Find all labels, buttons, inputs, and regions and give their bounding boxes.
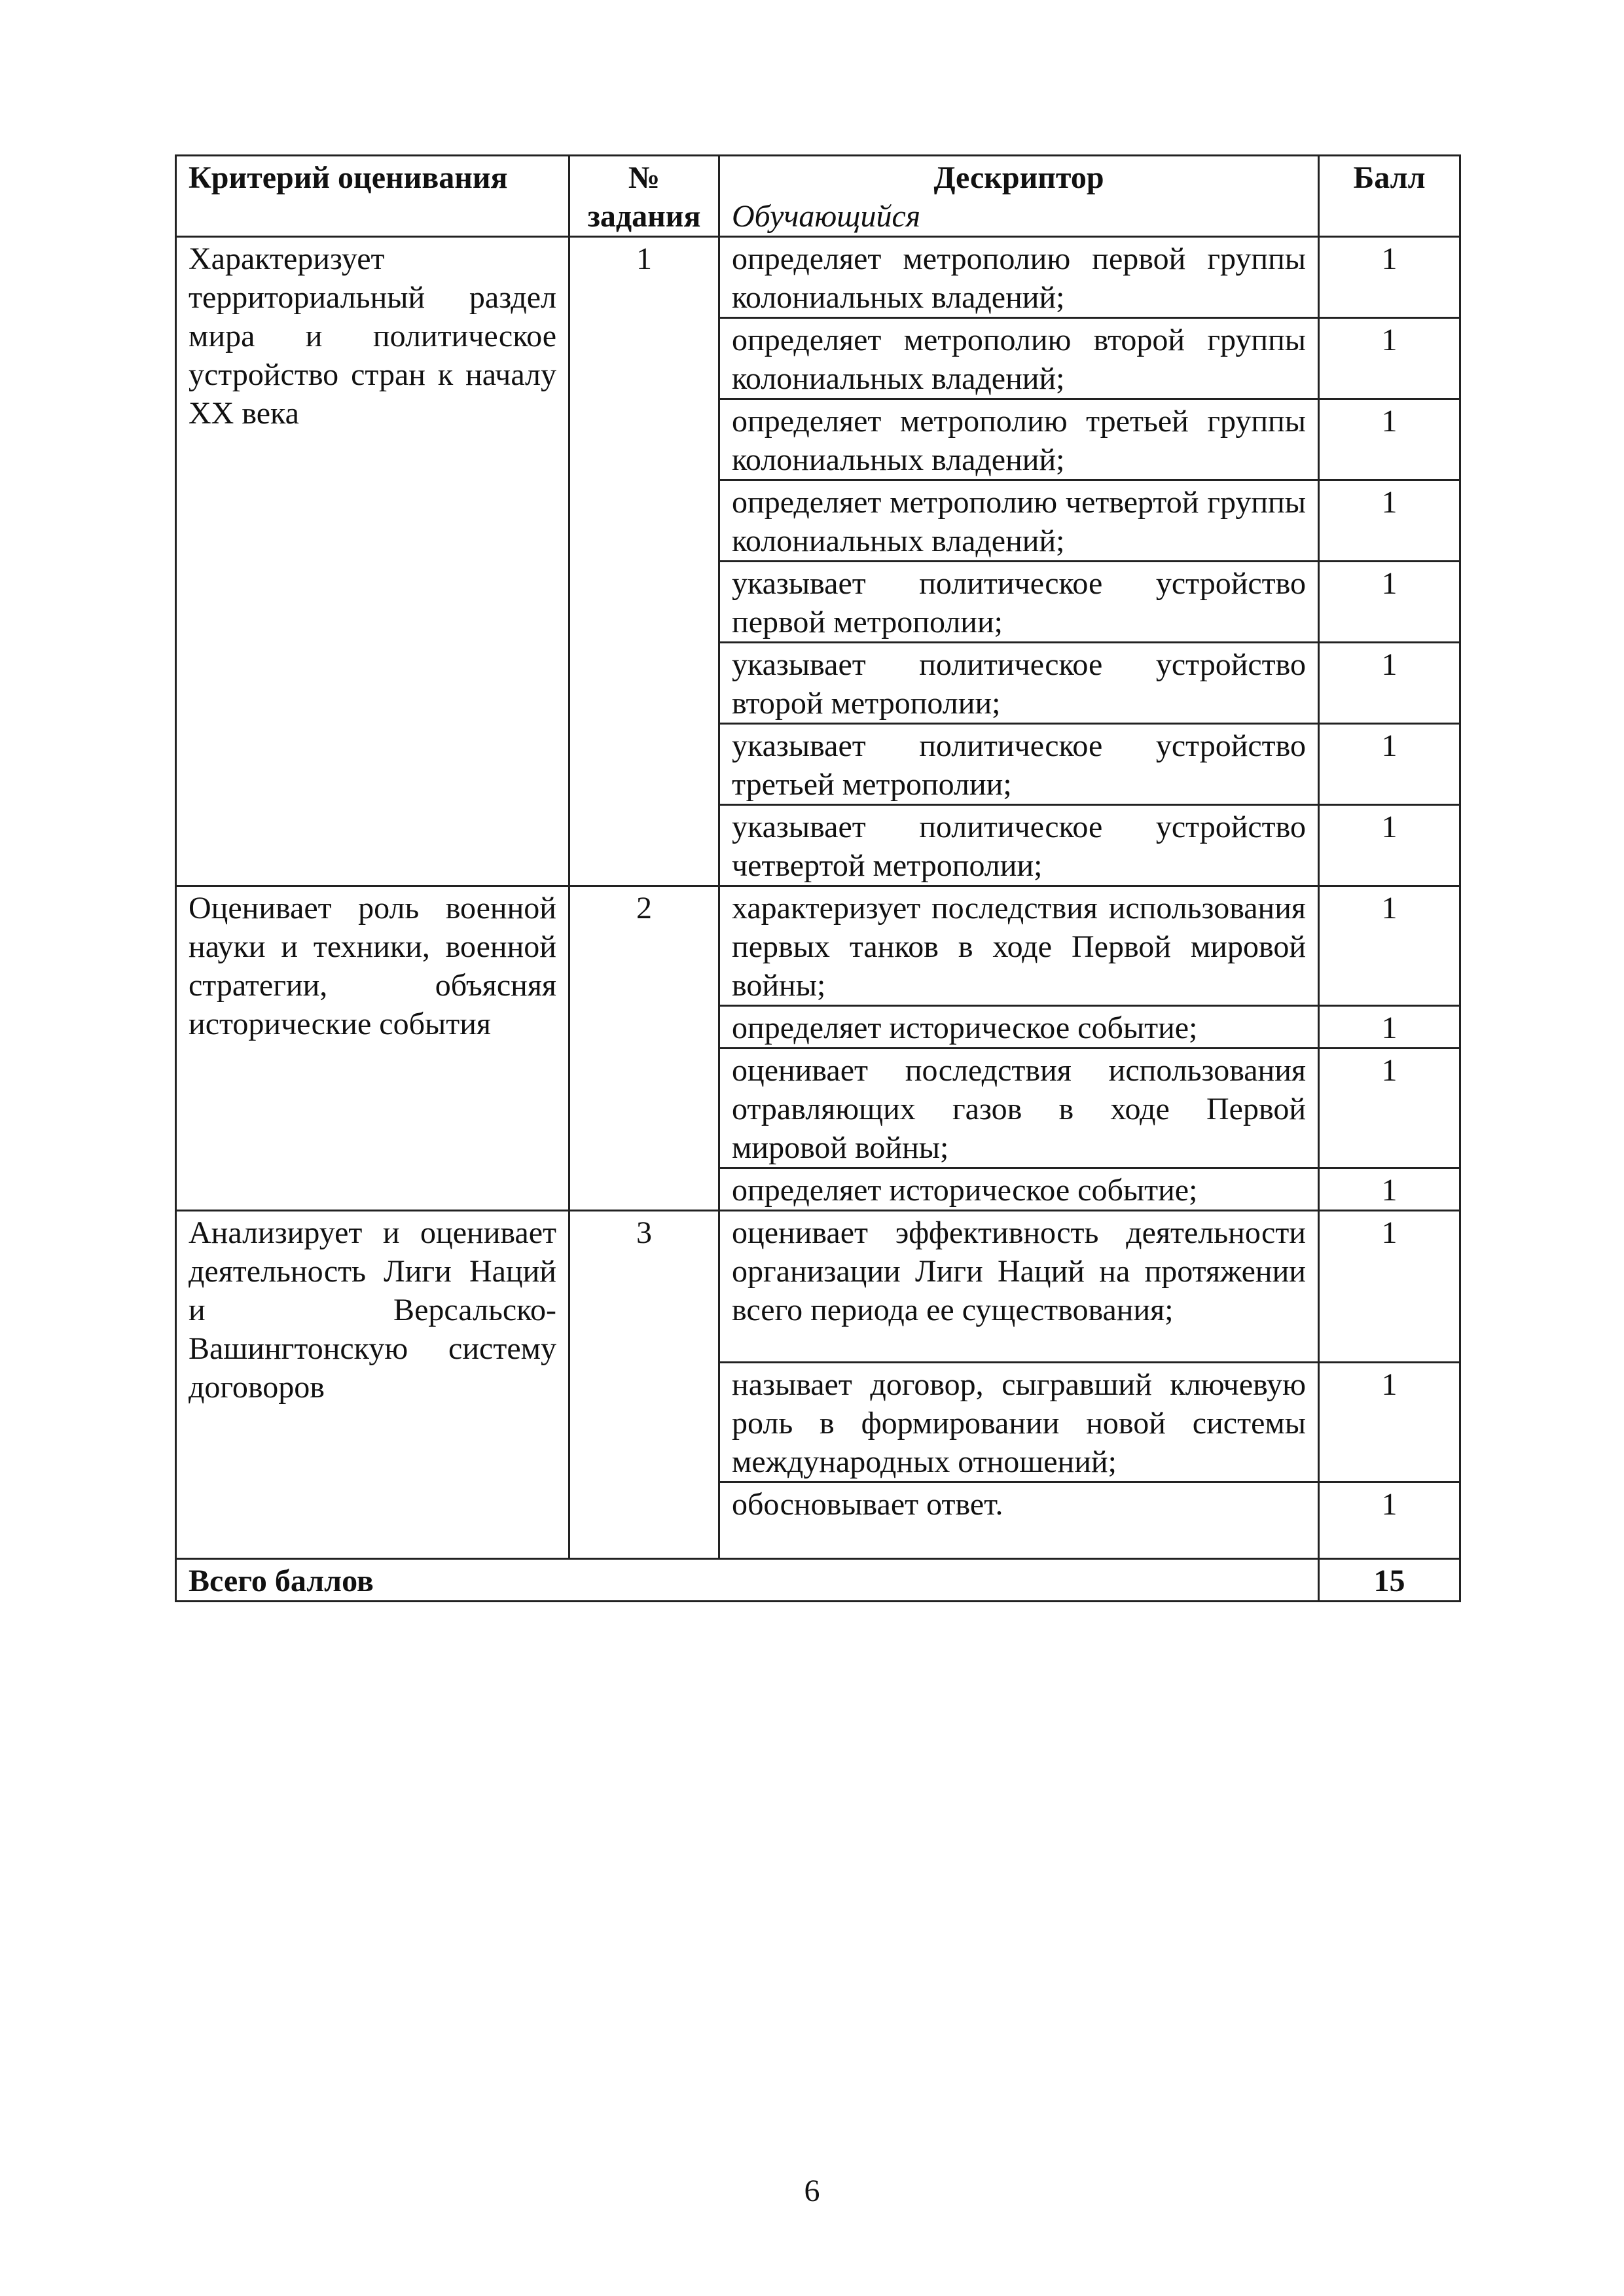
total-label: Всего баллов bbox=[176, 1559, 1319, 1602]
descriptor-cell: определяет метрополию третьей группы колониальных владений; bbox=[719, 399, 1319, 480]
score-cell: 1 bbox=[1319, 805, 1460, 886]
header-task-number: № задания bbox=[569, 156, 719, 237]
score-cell: 1 bbox=[1319, 237, 1460, 318]
table-row bbox=[176, 1211, 1460, 1363]
score-cell: 1 bbox=[1319, 886, 1460, 1006]
descriptor-cell: указывает политическое устройство четвертой метрополии; bbox=[719, 805, 1319, 886]
criterion-cell: Оценивает роль военной науки и техники, военной стратегии, объясняя исторические события bbox=[176, 886, 569, 1211]
header-descriptor-subtitle: Обучающийся bbox=[732, 199, 921, 234]
descriptor-cell: оценивает эффективность деятельности организации Лиги Наций на протяжении всего периода ее существования; bbox=[719, 1211, 1319, 1363]
header-descriptor-title: Дескриптор bbox=[933, 160, 1104, 195]
score-cell: 1 bbox=[1319, 1211, 1460, 1363]
descriptor-cell: определяет метрополию четвертой группы колониальных владений; bbox=[719, 480, 1319, 562]
header-descriptor bbox=[719, 156, 1319, 237]
header-row bbox=[176, 156, 1460, 237]
criterion-cell: Характеризует территориальный раздел мира и политическое устройство стран к началу XX века bbox=[176, 237, 569, 886]
score-cell: 1 bbox=[1319, 643, 1460, 724]
score-cell: 1 bbox=[1319, 399, 1460, 480]
score-cell: 1 bbox=[1319, 1482, 1460, 1559]
page-number: 6 bbox=[804, 2174, 820, 2208]
table-row bbox=[176, 886, 1460, 1006]
table-row bbox=[176, 237, 1460, 318]
score-cell: 1 bbox=[1319, 562, 1460, 643]
criterion-cell: Анализирует и оценивает деятельность Лиги Наций и Версальско-Вашингтонскую систему договоров bbox=[176, 1211, 569, 1559]
score-cell: 1 bbox=[1319, 318, 1460, 399]
total-value: 15 bbox=[1319, 1559, 1460, 1602]
descriptor-cell: указывает политическое устройство третьей метрополии; bbox=[719, 724, 1319, 805]
score-cell: 1 bbox=[1319, 1006, 1460, 1049]
descriptor-cell: называет договор, сыгравший ключевую роль в формировании новой системы международных отношений; bbox=[719, 1363, 1319, 1482]
descriptor-cell: обосновывает ответ. bbox=[719, 1482, 1319, 1559]
score-cell: 1 bbox=[1319, 724, 1460, 805]
descriptor-cell: оценивает последствия использования отравляющих газов в ходе Первой мировой войны; bbox=[719, 1049, 1319, 1168]
header-score: Балл bbox=[1319, 156, 1460, 237]
score-cell: 1 bbox=[1319, 1168, 1460, 1211]
descriptor-cell: определяет историческое событие; bbox=[719, 1006, 1319, 1049]
total-row bbox=[176, 1559, 1460, 1602]
assessment-rubric-table bbox=[175, 154, 1461, 1602]
descriptor-cell: определяет историческое событие; bbox=[719, 1168, 1319, 1211]
descriptor-cell: определяет метрополию второй группы колониальных владений; bbox=[719, 318, 1319, 399]
descriptor-cell: указывает политическое устройство второй метрополии; bbox=[719, 643, 1319, 724]
task-number-cell: 1 bbox=[569, 237, 719, 886]
descriptor-cell: определяет метрополию первой группы колониальных владений; bbox=[719, 237, 1319, 318]
task-number-cell: 2 bbox=[569, 886, 719, 1211]
score-cell: 1 bbox=[1319, 1363, 1460, 1482]
descriptor-cell: указывает политическое устройство первой метрополии; bbox=[719, 562, 1319, 643]
score-cell: 1 bbox=[1319, 1049, 1460, 1168]
header-criterion: Критерий оценивания bbox=[176, 156, 569, 237]
task-number-cell: 3 bbox=[569, 1211, 719, 1559]
score-cell: 1 bbox=[1319, 480, 1460, 562]
descriptor-cell: характеризует последствия использования первых танков в ходе Первой мировой войны; bbox=[719, 886, 1319, 1006]
